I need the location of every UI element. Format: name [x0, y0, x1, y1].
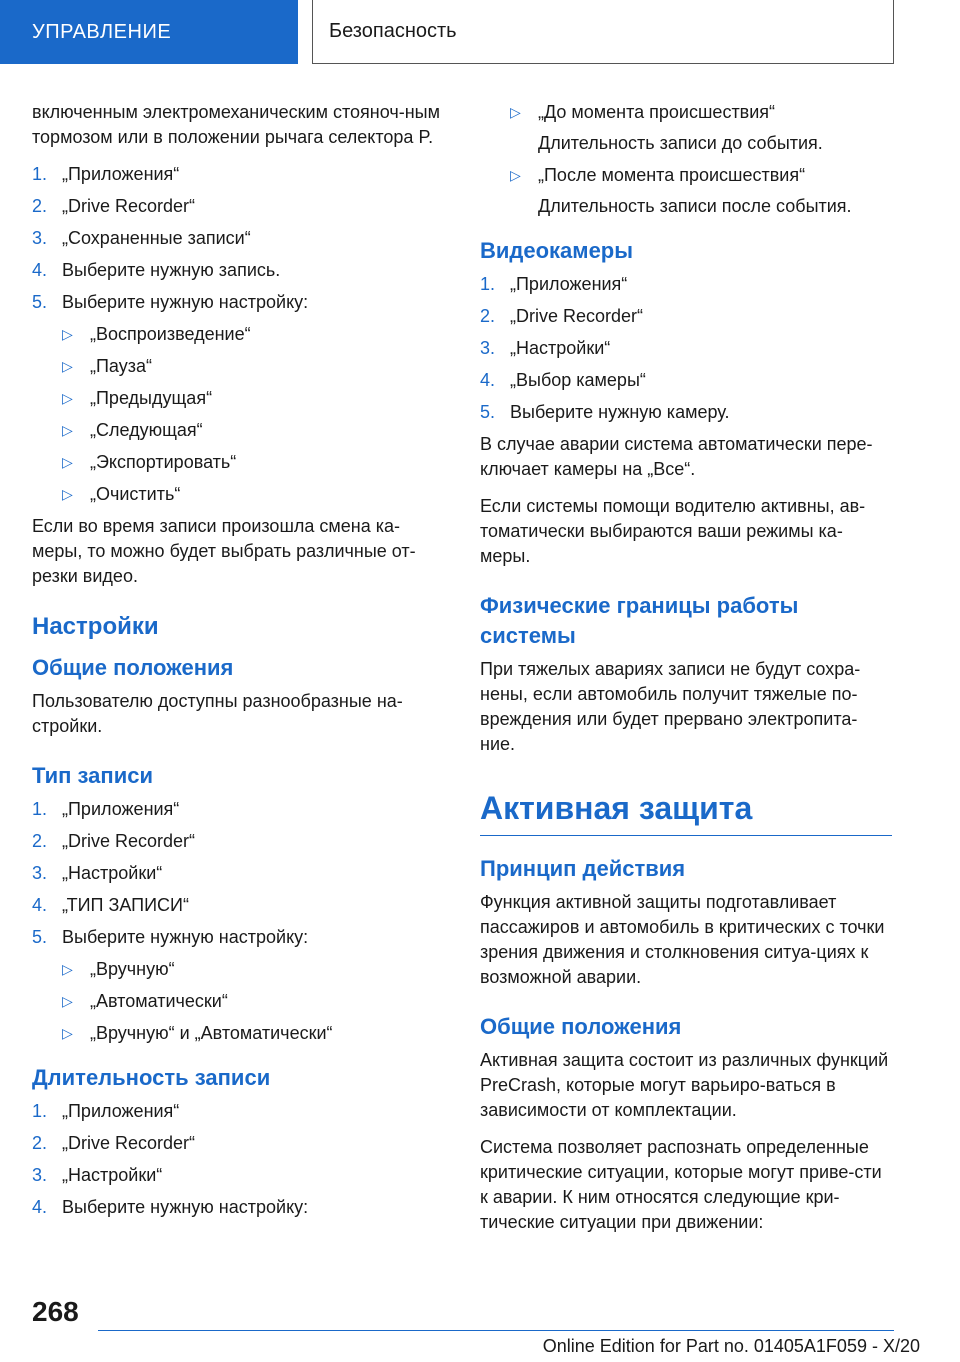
list-item	[32, 354, 444, 379]
bullets-list-playback	[32, 322, 444, 507]
step-text: „Drive Recorder“	[62, 1133, 196, 1153]
bullet-text: „Очистить“	[90, 484, 181, 504]
bullet-text: „Экспортировать“	[90, 452, 237, 472]
cameras-text-2: Если системы помощи водителю активны, ав-томатически выбираются ваши режимы ка-меры.	[480, 496, 866, 566]
general-text-2: Система позволяет распознать определенные критические ситуации, которые могут приве-сти к аварии. К ним относятся следующие кри-тические ситуации при движении:	[480, 1137, 882, 1232]
limits-heading: Физические границы работы системы	[480, 593, 799, 648]
list-item	[480, 163, 892, 219]
step-text: „Drive Recorder“	[62, 196, 196, 216]
list-item	[32, 386, 444, 411]
step-number: 3.	[480, 338, 496, 358]
step-text: „Приложения“	[510, 274, 628, 294]
step-text: „Выбор камеры“	[510, 370, 646, 390]
step-number: 1.	[32, 799, 48, 819]
triangle-bullet-icon: ▷	[62, 358, 73, 374]
step-number: 1.	[32, 1101, 48, 1121]
list-item	[32, 162, 444, 187]
triangle-bullet-icon: ▷	[62, 993, 73, 1009]
step-number: 5.	[480, 402, 496, 422]
footer-divider	[98, 1330, 894, 1331]
step-number: 4.	[32, 895, 48, 915]
step-text: „ТИП ЗАПИСИ“	[62, 895, 189, 915]
limits-text: При тяжелых авариях записи не будут сохра-нены, если автомобиль получит тяжелые по-вреждения или будет прервано электропита-ние.	[480, 659, 861, 754]
list-item	[480, 400, 892, 425]
list-item	[32, 925, 444, 950]
bullet-text: „Предыдущая“	[90, 388, 213, 408]
general-text: Пользователю доступны разнообразные на-стройки.	[32, 691, 403, 736]
intro-text: включенным электромеханическим стояноч-ным тормозом или в положении рычага селектора P.	[32, 102, 440, 147]
steps-list-duration	[32, 1099, 444, 1220]
step-number: 3.	[32, 228, 48, 248]
right-column	[480, 100, 892, 1247]
list-item	[32, 989, 444, 1014]
triangle-bullet-icon: ▷	[62, 454, 73, 470]
general-heading-right: Общие положения	[480, 1014, 682, 1039]
list-item	[480, 272, 892, 297]
step-text: Выберите нужную запись.	[62, 260, 281, 280]
list-item	[32, 450, 444, 475]
list-item	[32, 829, 444, 854]
step-number: 3.	[32, 1165, 48, 1185]
list-item	[32, 893, 444, 918]
list-item	[480, 336, 892, 361]
step-number: 2.	[480, 306, 496, 326]
triangle-bullet-icon: ▷	[510, 167, 521, 183]
step-text: Выберите нужную камеру.	[510, 402, 730, 422]
step-number: 2.	[32, 196, 48, 216]
principle-heading: Принцип действия	[480, 856, 686, 881]
list-item	[32, 418, 444, 443]
steps-list-saved	[32, 162, 444, 315]
list-item	[32, 1131, 444, 1156]
step-text: „Сохраненные записи“	[62, 228, 251, 248]
edition-footer: Online Edition for Part no. 01405A1F059 - X/20	[542, 1336, 920, 1356]
step-number: 4.	[480, 370, 496, 390]
steps-list-record-type	[32, 797, 444, 950]
triangle-bullet-icon: ▷	[62, 390, 73, 406]
list-item	[32, 258, 444, 283]
step-text: „Приложения“	[62, 164, 180, 184]
step-text: „Настройки“	[510, 338, 611, 358]
step-text: „Настройки“	[62, 1165, 163, 1185]
step-text: „Приложения“	[62, 1101, 180, 1121]
list-item	[32, 226, 444, 251]
bullet-text: „Вручную“	[90, 959, 175, 979]
step-text: Выберите нужную настройку:	[62, 292, 309, 312]
list-item	[32, 322, 444, 347]
triangle-bullet-icon: ▷	[62, 486, 73, 502]
bullets-list-record-type	[32, 957, 444, 1046]
bullet-text: „Воспроизведение“	[90, 324, 251, 344]
steps-list-cameras	[480, 272, 892, 425]
list-item	[32, 1195, 444, 1220]
list-item	[480, 304, 892, 329]
step-text: „Drive Recorder“	[510, 306, 644, 326]
step-text: „Приложения“	[62, 799, 180, 819]
step-number: 1.	[480, 274, 496, 294]
list-item	[32, 290, 444, 315]
general-heading: Общие положения	[32, 655, 234, 680]
triangle-bullet-icon: ▷	[62, 326, 73, 342]
list-item	[480, 368, 892, 393]
step-number: 5.	[32, 292, 48, 312]
bullet-text: „До момента происшествия“	[538, 102, 776, 122]
bullet-text: „Автоматически“	[90, 991, 228, 1011]
list-item	[480, 100, 892, 156]
bullet-text: „После момента происшествия“	[538, 165, 806, 185]
step-text: Выберите нужную настройку:	[62, 927, 309, 947]
bullet-description: Длительность записи после события.	[538, 196, 852, 216]
active-protection-heading: Активная защита	[480, 787, 892, 836]
record-type-heading: Тип записи	[32, 763, 153, 788]
step-number: 4.	[32, 1197, 48, 1217]
step-number: 3.	[32, 863, 48, 883]
list-item	[32, 957, 444, 982]
list-item	[32, 194, 444, 219]
step-text: Выберите нужную настройку:	[62, 1197, 309, 1217]
chapter-tab: УПРАВЛЕНИЕ	[0, 0, 298, 64]
principle-text: Функция активной защиты подготавливает пассажиров и автомобиль в критических с точки зрения движения и столкновения ситуа-циях к возможной аварии.	[480, 892, 885, 987]
list-item	[32, 1021, 444, 1046]
cameras-heading: Видеокамеры	[480, 238, 634, 263]
step-text: „Drive Recorder“	[62, 831, 196, 851]
list-item	[32, 1099, 444, 1124]
triangle-bullet-icon: ▷	[62, 961, 73, 977]
step-text: „Настройки“	[62, 863, 163, 883]
triangle-bullet-icon: ▷	[62, 422, 73, 438]
section-title: Безопасность	[312, 0, 894, 64]
duration-heading: Длительность записи	[32, 1065, 271, 1090]
list-item	[32, 482, 444, 507]
bullet-description: Длительность записи до события.	[538, 133, 823, 153]
general-text-1: Активная защита состоит из различных функций PreCrash, которые могут варьиро-ваться в зависимости от комплектации.	[480, 1050, 889, 1120]
step-number: 2.	[32, 831, 48, 851]
step-number: 1.	[32, 164, 48, 184]
step-number: 2.	[32, 1133, 48, 1153]
settings-heading: Настройки	[32, 613, 159, 640]
page-number: 268	[32, 1296, 79, 1327]
list-item	[32, 861, 444, 886]
bullet-text: „Следующая“	[90, 420, 203, 440]
bullet-text: „Пауза“	[90, 356, 152, 376]
triangle-bullet-icon: ▷	[62, 1025, 73, 1041]
triangle-bullet-icon: ▷	[510, 104, 521, 120]
bullet-text: „Вручную“ и „Автоматически“	[90, 1023, 333, 1043]
cameras-text-1: В случае аварии система автоматически пере-ключает камеры на „Все“.	[480, 434, 873, 479]
bullets-list-duration-options	[480, 100, 892, 219]
step-number: 4.	[32, 260, 48, 280]
camera-note: Если во время записи произошла смена ка-меры, то можно будет выбрать различные от-резки видео.	[32, 516, 416, 586]
list-item	[32, 797, 444, 822]
left-column	[32, 100, 444, 1227]
step-number: 5.	[32, 927, 48, 947]
list-item	[32, 1163, 444, 1188]
